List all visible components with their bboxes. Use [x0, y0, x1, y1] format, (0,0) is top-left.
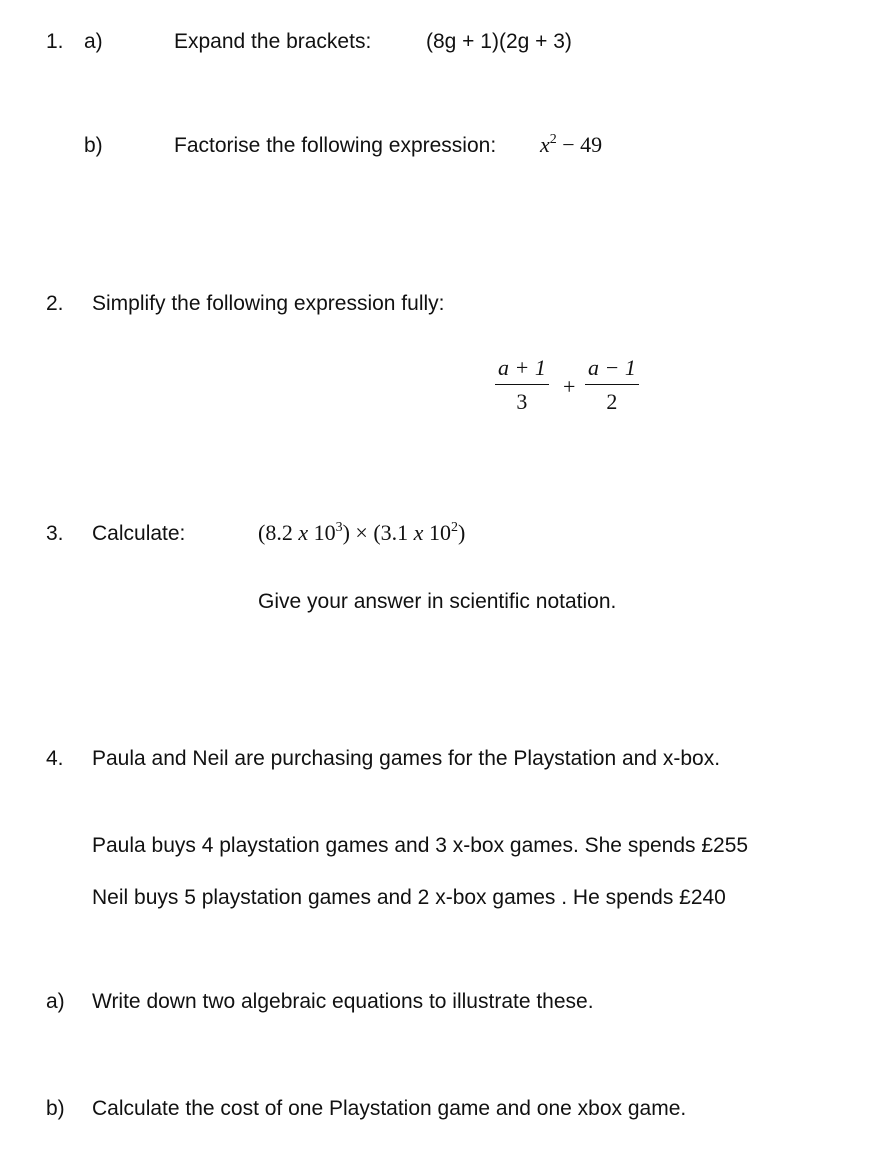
q3-times: ×: [349, 520, 374, 545]
q2-fraction-2: [585, 355, 639, 415]
q2-text: Simplify the following expression fully:: [92, 292, 445, 315]
q3-m1-close: ): [342, 520, 350, 545]
q3-m2-exponent: 2: [450, 520, 458, 535]
q2-fraction-1-numerator: a + 1: [498, 355, 546, 380]
q1b-rest: − 49: [556, 132, 603, 157]
q4-line-paula: Paula buys 4 playstation games and 3 x-box games. She spends £255: [92, 834, 749, 857]
q1-number: 1.: [46, 30, 64, 53]
q2-number: 2.: [46, 292, 64, 315]
q3-instruction: Give your answer in scientific notation.: [258, 590, 617, 613]
q3-m2-x: x: [413, 520, 424, 545]
q4-line-neil: Neil buys 5 playstation games and 2 x-box games . He spends £240: [92, 886, 726, 909]
q1b-expression: [540, 132, 602, 158]
q1a-label: a): [84, 30, 103, 53]
q3-m2-close: ): [457, 520, 466, 545]
q3-m2-base: 10: [423, 520, 451, 545]
q3-number: 3.: [46, 522, 64, 545]
q1b-text: Factorise the following expression:: [174, 134, 497, 157]
q3-text: Calculate:: [92, 522, 186, 545]
q3-m1-x: x: [298, 520, 309, 545]
q1a-expression: (8g + 1)(2g + 3): [426, 30, 572, 53]
q4b-label: b): [46, 1097, 65, 1120]
q2-fraction-1-denominator: 3: [516, 389, 528, 414]
q3-m1-exponent: 3: [335, 520, 343, 535]
q1b-variable: x: [540, 132, 550, 157]
q4-number: 4.: [46, 747, 64, 770]
q2-plus-sign: +: [563, 374, 576, 399]
q2-fraction-1: [495, 355, 549, 415]
q4-intro: Paula and Neil are purchasing games for the Playstation and x-box.: [92, 747, 721, 770]
q2-fraction-2-numerator: a − 1: [588, 355, 636, 380]
q4b-text: Calculate the cost of one Playstation game and one xbox game.: [92, 1097, 687, 1120]
q1a-text: Expand the brackets:: [174, 30, 372, 53]
q4a-text: Write down two algebraic equations to illustrate these.: [92, 990, 594, 1013]
q3-m2-open: (3.1: [373, 520, 414, 545]
q3-m1-open: (8.2: [258, 520, 299, 545]
q1b-exponent: 2: [549, 132, 557, 147]
q3-expression: [258, 520, 465, 546]
q1b-label: b): [84, 134, 103, 157]
q3-m1-base: 10: [308, 520, 336, 545]
q2-fraction-2-denominator: 2: [606, 389, 618, 414]
q4a-label: a): [46, 990, 65, 1013]
